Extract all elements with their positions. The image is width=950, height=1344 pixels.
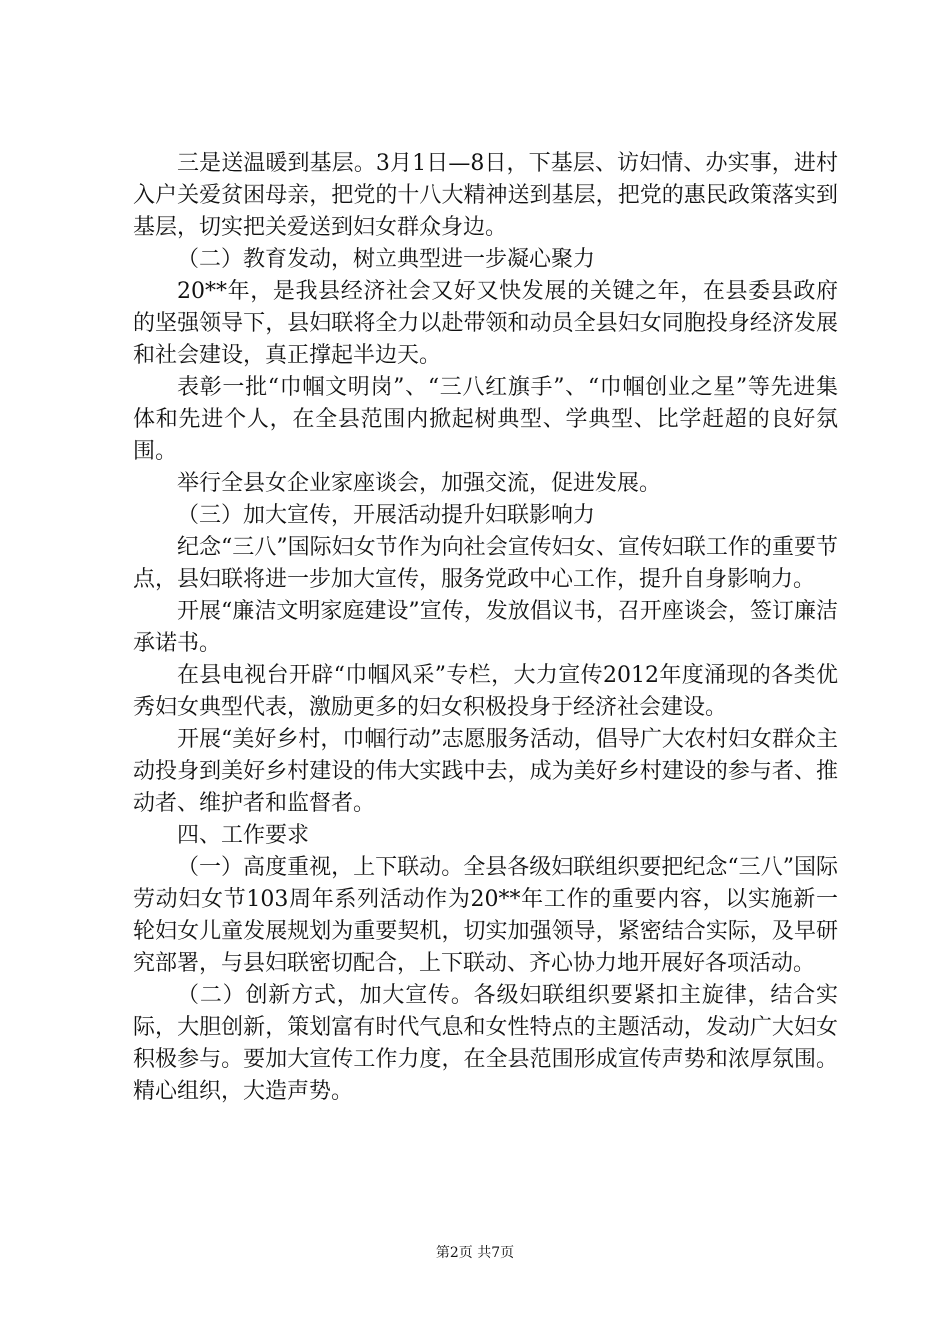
section-heading: 四、工作要求 xyxy=(177,823,310,848)
section-heading: （二）教育发动，树立典型进一步凝心聚力 xyxy=(177,247,596,272)
paragraph: （一）高度重视，上下联动。全县各级妇联组织要把纪念“三八”国际劳动妇女节103周年系列活动作为20**年工作的重要内容，以实施新一轮妇女儿童发展规划为重要契机，切实加强领导，紧密结合实际，及早研究部署，与县妇联密切配合，上下联动、齐心协力地开展好各项活动。 xyxy=(133,855,838,976)
document-body xyxy=(133,148,838,1108)
page-number: 第2页 xyxy=(435,1245,473,1261)
page-footer xyxy=(0,1244,950,1262)
paragraph: 举行全县女企业家座谈会，加强交流，促进发展。 xyxy=(177,471,662,496)
paragraph: 表彰一批“巾帼文明岗”、“三八红旗手”、“巾帼创业之星”等先进集体和先进个人，在全县范围内掀起树典型、学典型、比学赶超的良好氛围。 xyxy=(133,375,838,464)
paragraph: （二）创新方式，加大宣传。各级妇联组织要紧扣主旋律，结合实际，大胆创新，策划富有时代气息和女性特点的主题活动，发动广大妇女积极参与。要加大宣传工作力度，在全县范围形成宣传声势和浓厚氛围。精心组织，大造声势。 xyxy=(133,983,838,1104)
paragraph: 三是送温暖到基层。3月1日—8日，下基层、访妇情、办实事，进村入户关爱贫困母亲，把党的十八大精神送到基层，把党的惠民政策落实到基层，切实把关爱送到妇女群众身边。 xyxy=(133,151,838,240)
section-heading: （三）加大宣传，开展活动提升妇联影响力 xyxy=(177,503,596,528)
paragraph: 开展“廉洁文明家庭建设”宣传，发放倡议书，召开座谈会，签订廉洁承诺书。 xyxy=(133,599,838,656)
paragraph: 在县电视台开辟“巾帼风采”专栏，大力宣传2012年度涌现的各类优秀妇女典型代表，激励更多的妇女积极投身于经济社会建设。 xyxy=(133,663,838,720)
paragraph: 纪念“三八”国际妇女节作为向社会宣传妇女、宣传妇联工作的重要节点，县妇联将进一步加大宣传，服务党政中心工作，提升自身影响力。 xyxy=(133,535,838,592)
page-total: 共7页 xyxy=(477,1245,515,1261)
paragraph: 开展“美好乡村，巾帼行动”志愿服务活动，倡导广大农村妇女群众主动投身到美好乡村建设的伟大实践中去，成为美好乡村建设的参与者、推动者、维护者和监督者。 xyxy=(133,727,838,816)
paragraph: 20**年，是我县经济社会又好又快发展的关键之年，在县委县政府的坚强领导下，县妇联将全力以赴带领和动员全县妇女同胞投身经济发展和社会建设，真正撑起半边天。 xyxy=(133,279,838,368)
